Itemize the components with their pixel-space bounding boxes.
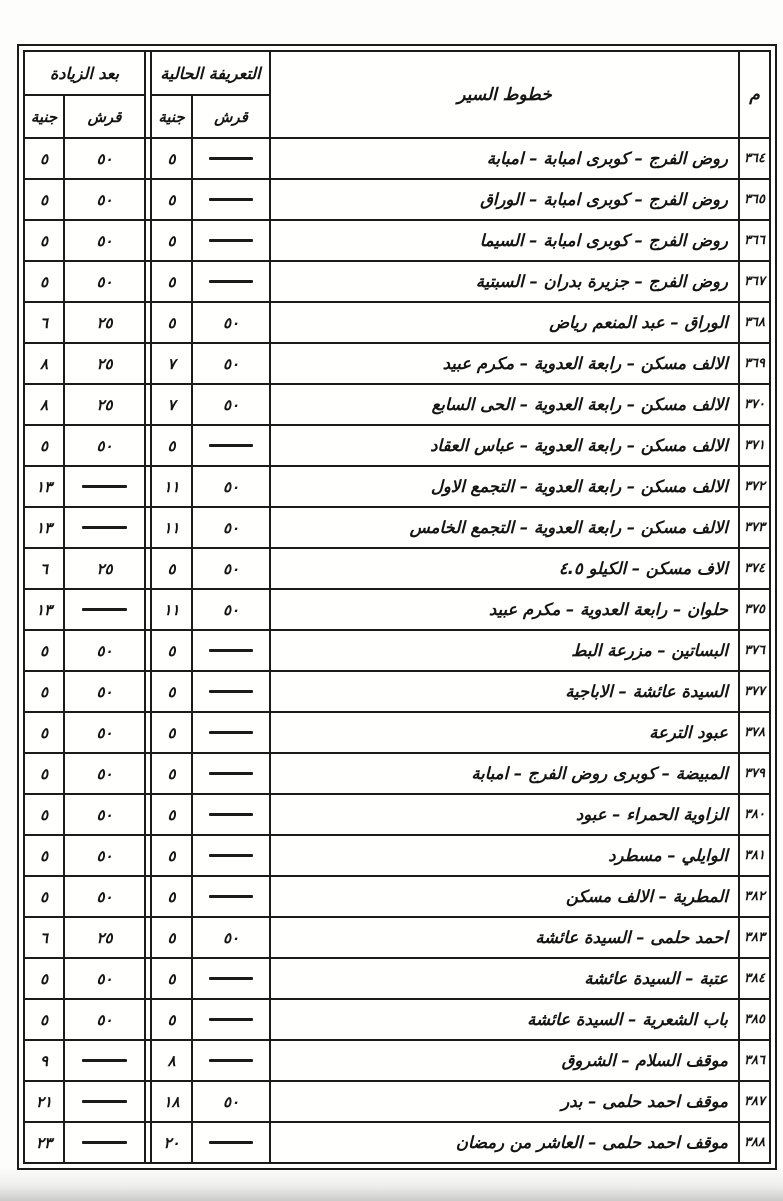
cell-current-genia: ٥ [152, 672, 193, 713]
cell-route: حلوان – رابعة العدوية – مكرم عبيد [271, 590, 740, 631]
cell-after-genia: ١٣ [25, 590, 65, 631]
cell-serial: ٣٨١ [740, 836, 771, 877]
cell-after-qirsh: ٥٠ [65, 262, 146, 303]
dash-line [209, 649, 253, 652]
table-row [25, 1123, 771, 1164]
cell-after-qirsh: ٢٥ [65, 549, 146, 590]
dash-line [82, 1059, 128, 1062]
cell-current-qirsh [193, 1000, 271, 1041]
cell-after-genia: ٥ [25, 221, 65, 262]
cell-after-qirsh [65, 590, 146, 631]
cell-current-genia: ٧ [152, 344, 193, 385]
cell-serial: ٣٨٠ [740, 795, 771, 836]
cell-current-genia: ٥ [152, 918, 193, 959]
dash-line [82, 1141, 128, 1144]
table-row [25, 385, 771, 426]
table-body [25, 139, 771, 1164]
cell-serial: ٣٧٨ [740, 713, 771, 754]
cell-current-qirsh: ٥٠ [193, 590, 271, 631]
dash-line [209, 280, 253, 283]
cell-route: المبيضة – كوبرى روض الفرج – امبابة [271, 754, 740, 795]
cell-current-genia: ١٨ [152, 1082, 193, 1123]
cell-route: موقف السلام – الشروق [271, 1041, 740, 1082]
cell-after-qirsh: ٥٠ [65, 795, 146, 836]
header-current-qirsh: قرش [193, 96, 271, 139]
cell-after-genia: ٥ [25, 139, 65, 180]
cell-route: احمد حلمى – السيدة عائشة [271, 918, 740, 959]
table-row [25, 631, 771, 672]
cell-serial: ٣٧٦ [740, 631, 771, 672]
table-row [25, 795, 771, 836]
cell-after-genia: ٥ [25, 754, 65, 795]
dash-line [82, 526, 128, 529]
cell-current-qirsh [193, 959, 271, 1000]
scan-shadow [0, 1167, 783, 1201]
cell-current-genia: ٧ [152, 385, 193, 426]
dash-line [82, 485, 128, 488]
header-after-increase: بعد الزيادة [25, 52, 146, 96]
cell-after-qirsh: ٥٠ [65, 180, 146, 221]
cell-current-qirsh [193, 221, 271, 262]
cell-after-genia: ٥ [25, 262, 65, 303]
table-row [25, 1000, 771, 1041]
cell-after-genia: ١٣ [25, 508, 65, 549]
cell-current-genia: ٥ [152, 303, 193, 344]
table-row [25, 262, 771, 303]
cell-serial: ٣٧٢ [740, 467, 771, 508]
cell-serial: ٣٨٢ [740, 877, 771, 918]
cell-current-qirsh [193, 631, 271, 672]
table-row [25, 590, 771, 631]
table-row [25, 303, 771, 344]
dash-line [209, 1059, 253, 1062]
cell-after-genia: ٥ [25, 180, 65, 221]
cell-serial: ٣٦٩ [740, 344, 771, 385]
cell-current-genia: ٥ [152, 631, 193, 672]
cell-after-genia: ٦ [25, 549, 65, 590]
header-current-tariff: التعريفة الحالية [152, 52, 271, 96]
cell-route: الالف مسكن – رابعة العدوية – مكرم عبيد [271, 344, 740, 385]
table-row [25, 713, 771, 754]
cell-serial: ٣٦٥ [740, 180, 771, 221]
cell-route: روض الفرج – جزيرة بدران – السبتية [271, 262, 740, 303]
tariff-table [23, 50, 771, 1164]
cell-serial: ٣٧٣ [740, 508, 771, 549]
dash-line [209, 444, 253, 447]
cell-route: الوراق – عبد المنعم رياض [271, 303, 740, 344]
cell-after-qirsh: ٥٠ [65, 426, 146, 467]
table-row [25, 959, 771, 1000]
header-after-qirsh: قرش [65, 96, 146, 139]
table-row [25, 1082, 771, 1123]
dash-line [209, 690, 253, 693]
cell-after-genia: ٦ [25, 303, 65, 344]
cell-current-qirsh [193, 877, 271, 918]
cell-current-qirsh [193, 426, 271, 467]
cell-after-qirsh [65, 1041, 146, 1082]
table-row [25, 672, 771, 713]
table-row [25, 836, 771, 877]
cell-serial: ٣٧٩ [740, 754, 771, 795]
cell-current-qirsh [193, 672, 271, 713]
cell-serial: ٣٨٤ [740, 959, 771, 1000]
cell-after-genia: ٢١ [25, 1082, 65, 1123]
cell-serial: ٣٧٠ [740, 385, 771, 426]
cell-current-genia: ٥ [152, 221, 193, 262]
cell-serial: ٣٧٧ [740, 672, 771, 713]
cell-current-qirsh: ٥٠ [193, 303, 271, 344]
cell-serial: ٣٨٥ [740, 1000, 771, 1041]
dash-line [209, 157, 253, 160]
cell-current-qirsh [193, 754, 271, 795]
header-routes: خطوط السير [271, 52, 740, 139]
cell-after-qirsh: ٥٠ [65, 672, 146, 713]
cell-route: روض الفرج – كوبرى امبابة – الوراق [271, 180, 740, 221]
dash-line [209, 854, 253, 857]
dash-line [209, 731, 253, 734]
table-row [25, 467, 771, 508]
cell-route: موقف احمد حلمى – بدر [271, 1082, 740, 1123]
cell-current-genia: ١١ [152, 590, 193, 631]
cell-after-genia: ٥ [25, 959, 65, 1000]
cell-serial: ٣٨٧ [740, 1082, 771, 1123]
cell-current-genia: ٥ [152, 1000, 193, 1041]
cell-current-genia: ٥ [152, 713, 193, 754]
dash-line [209, 772, 253, 775]
cell-current-qirsh [193, 139, 271, 180]
cell-route: موقف احمد حلمى – العاشر من رمضان [271, 1123, 740, 1164]
cell-after-qirsh: ٥٠ [65, 713, 146, 754]
cell-current-genia: ٥ [152, 262, 193, 303]
cell-route: الزاوية الحمراء – عبود [271, 795, 740, 836]
cell-serial: ٣٨٨ [740, 1123, 771, 1164]
cell-serial: ٣٦٦ [740, 221, 771, 262]
cell-after-genia: ٨ [25, 385, 65, 426]
cell-after-genia: ٥ [25, 795, 65, 836]
cell-serial: ٣٦٤ [740, 139, 771, 180]
cell-current-qirsh [193, 836, 271, 877]
cell-serial: ٣٨٣ [740, 918, 771, 959]
table-row [25, 918, 771, 959]
cell-after-genia: ٥ [25, 631, 65, 672]
cell-after-qirsh: ٢٥ [65, 344, 146, 385]
cell-after-qirsh: ٥٠ [65, 877, 146, 918]
cell-after-qirsh: ٥٠ [65, 754, 146, 795]
table-row [25, 549, 771, 590]
table-row [25, 426, 771, 467]
dash-line [82, 608, 128, 611]
cell-current-genia: ١١ [152, 467, 193, 508]
cell-route: باب الشعرية – السيدة عائشة [271, 1000, 740, 1041]
cell-current-qirsh: ٥٠ [193, 1082, 271, 1123]
cell-current-qirsh [193, 180, 271, 221]
cell-route: المطرية – الالف مسكن [271, 877, 740, 918]
cell-current-genia: ٥ [152, 754, 193, 795]
cell-current-qirsh: ٥٠ [193, 344, 271, 385]
cell-current-genia: ٨ [152, 1041, 193, 1082]
header-after-genia: جنية [25, 96, 65, 139]
cell-current-qirsh [193, 1123, 271, 1164]
cell-after-genia: ٥ [25, 426, 65, 467]
cell-current-qirsh: ٥٠ [193, 508, 271, 549]
dash-line [209, 813, 253, 816]
dash-line [209, 1141, 253, 1144]
cell-after-qirsh: ٥٠ [65, 1000, 146, 1041]
cell-after-qirsh: ٢٥ [65, 385, 146, 426]
cell-serial: ٣٧١ [740, 426, 771, 467]
cell-serial: ٣٧٤ [740, 549, 771, 590]
table-row [25, 180, 771, 221]
dash-line [209, 895, 253, 898]
cell-after-qirsh: ٢٥ [65, 303, 146, 344]
cell-after-qirsh [65, 1123, 146, 1164]
cell-current-qirsh: ٥٠ [193, 385, 271, 426]
dash-line [209, 239, 253, 242]
cell-current-genia: ٥ [152, 139, 193, 180]
dash-line [82, 1100, 128, 1103]
cell-after-qirsh: ٢٥ [65, 918, 146, 959]
table-row [25, 508, 771, 549]
table-header [25, 52, 771, 139]
cell-after-qirsh: ٥٠ [65, 221, 146, 262]
cell-after-qirsh: ٥٠ [65, 631, 146, 672]
cell-serial: ٣٨٦ [740, 1041, 771, 1082]
cell-current-genia: ٥ [152, 549, 193, 590]
cell-current-genia: ٥ [152, 795, 193, 836]
table-row [25, 1041, 771, 1082]
tariff-table-frame [17, 44, 777, 1170]
cell-after-genia: ٥ [25, 672, 65, 713]
cell-after-genia: ٥ [25, 836, 65, 877]
cell-route: روض الفرج – كوبرى امبابة – السيما [271, 221, 740, 262]
cell-after-qirsh [65, 467, 146, 508]
cell-after-genia: ٢٣ [25, 1123, 65, 1164]
cell-route: عبود الترعة [271, 713, 740, 754]
dash-line [209, 198, 253, 201]
cell-current-genia: ٥ [152, 180, 193, 221]
header-serial: م [740, 52, 771, 139]
cell-after-genia: ١٣ [25, 467, 65, 508]
table-row [25, 344, 771, 385]
cell-route: الالف مسكن – رابعة العدوية – التجمع الخامس [271, 508, 740, 549]
cell-serial: ٣٧٥ [740, 590, 771, 631]
cell-current-genia: ٢٠ [152, 1123, 193, 1164]
cell-current-qirsh [193, 795, 271, 836]
cell-current-qirsh [193, 262, 271, 303]
cell-after-genia: ٦ [25, 918, 65, 959]
cell-current-qirsh: ٥٠ [193, 918, 271, 959]
cell-route: الالف مسكن – رابعة العدوية – عباس العقاد [271, 426, 740, 467]
cell-current-qirsh [193, 1041, 271, 1082]
cell-after-qirsh: ٥٠ [65, 139, 146, 180]
cell-current-genia: ٥ [152, 426, 193, 467]
cell-current-genia: ٥ [152, 836, 193, 877]
cell-route: الاف مسكن – الكيلو ٤.٥ [271, 549, 740, 590]
cell-route: البساتين – مزرعة البط [271, 631, 740, 672]
cell-route: عتبة – السيدة عائشة [271, 959, 740, 1000]
cell-route: روض الفرج – كوبرى امبابة – امبابة [271, 139, 740, 180]
cell-current-qirsh: ٥٠ [193, 467, 271, 508]
cell-after-genia: ٥ [25, 713, 65, 754]
header-current-genia: جنية [152, 96, 193, 139]
cell-current-genia: ٥ [152, 877, 193, 918]
cell-after-genia: ٥ [25, 877, 65, 918]
table-row [25, 139, 771, 180]
cell-serial: ٣٦٧ [740, 262, 771, 303]
cell-current-qirsh [193, 713, 271, 754]
cell-current-genia: ١١ [152, 508, 193, 549]
cell-after-qirsh [65, 508, 146, 549]
cell-current-genia: ٥ [152, 959, 193, 1000]
dash-line [209, 1018, 253, 1021]
cell-route: الالف مسكن – رابعة العدوية – التجمع الاول [271, 467, 740, 508]
cell-route: الوايلي – مسطرد [271, 836, 740, 877]
cell-after-qirsh: ٥٠ [65, 959, 146, 1000]
cell-after-genia: ٥ [25, 1000, 65, 1041]
dash-line [209, 977, 253, 980]
cell-current-qirsh: ٥٠ [193, 549, 271, 590]
table-row [25, 877, 771, 918]
table-row [25, 221, 771, 262]
cell-route: الالف مسكن – رابعة العدوية – الحى السابع [271, 385, 740, 426]
cell-route: السيدة عائشة – الاباجية [271, 672, 740, 713]
cell-after-genia: ٨ [25, 344, 65, 385]
cell-serial: ٣٦٨ [740, 303, 771, 344]
table-row [25, 754, 771, 795]
cell-after-genia: ٩ [25, 1041, 65, 1082]
cell-after-qirsh: ٥٠ [65, 836, 146, 877]
cell-after-qirsh [65, 1082, 146, 1123]
